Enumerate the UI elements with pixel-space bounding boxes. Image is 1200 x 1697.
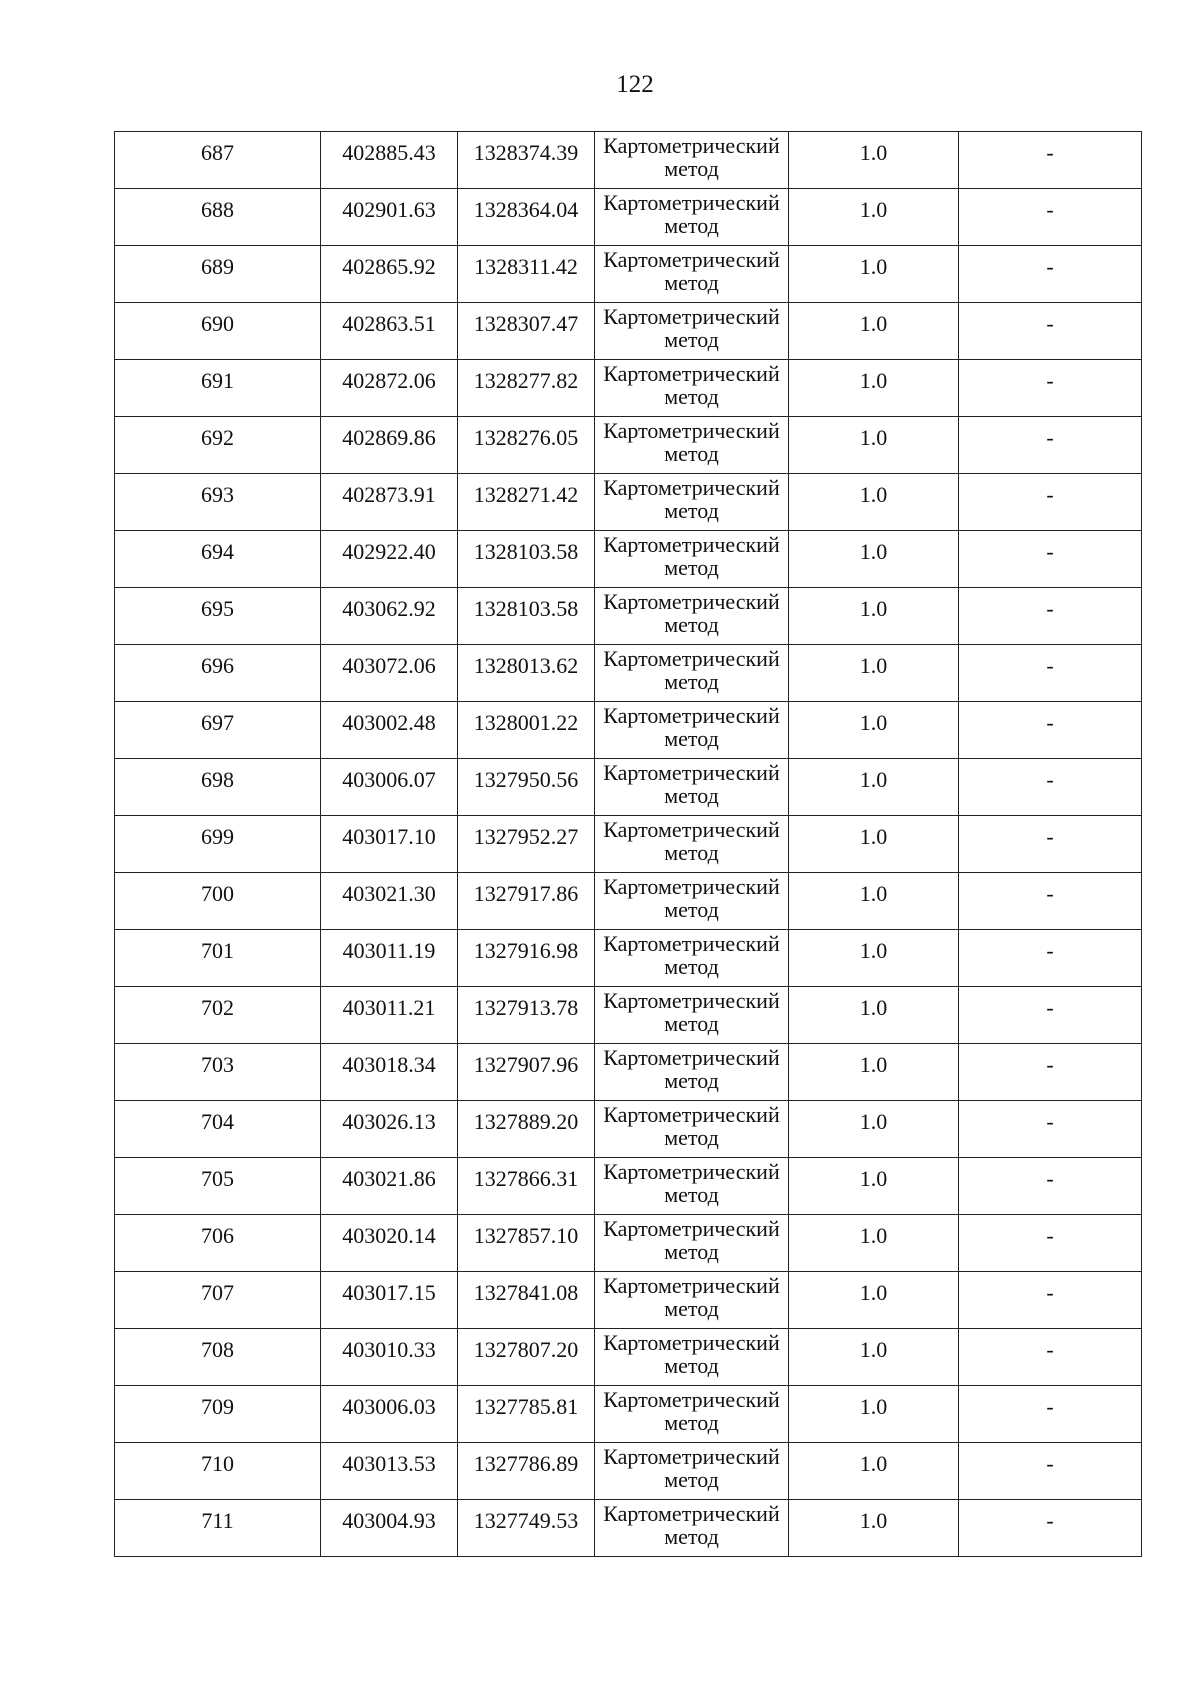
method-cell (595, 417, 789, 474)
method-suffix: метод (664, 1125, 719, 1150)
point-number-cell: 699 (115, 816, 321, 873)
method-cell (595, 1443, 789, 1500)
table-row (115, 1329, 1142, 1386)
method-name: Картометрический (603, 1501, 780, 1526)
table-row (115, 987, 1142, 1044)
table-row (115, 417, 1142, 474)
method-name: Картометрический (603, 1444, 780, 1469)
point-number-cell: 707 (115, 1272, 321, 1329)
point-number-cell: 696 (115, 645, 321, 702)
method-cell (595, 588, 789, 645)
description-cell: - (959, 987, 1142, 1044)
method-cell (595, 1386, 789, 1443)
description-cell: - (959, 531, 1142, 588)
accuracy-cell: 1.0 (789, 873, 959, 930)
method-name: Картометрический (603, 1045, 780, 1070)
y-coordinate-cell: 1328013.62 (458, 645, 595, 702)
x-coordinate-cell: 403017.10 (321, 816, 458, 873)
x-coordinate-cell: 403011.21 (321, 987, 458, 1044)
description-cell: - (959, 1386, 1142, 1443)
y-coordinate-cell: 1327917.86 (458, 873, 595, 930)
x-coordinate-cell: 403002.48 (321, 702, 458, 759)
point-number-cell: 688 (115, 189, 321, 246)
y-coordinate-cell: 1328103.58 (458, 531, 595, 588)
accuracy-cell: 1.0 (789, 417, 959, 474)
method-cell (595, 930, 789, 987)
method-cell (595, 474, 789, 531)
y-coordinate-cell: 1327857.10 (458, 1215, 595, 1272)
table-row (115, 645, 1142, 702)
x-coordinate-cell: 402869.86 (321, 417, 458, 474)
point-number-cell: 695 (115, 588, 321, 645)
x-coordinate-cell: 403026.13 (321, 1101, 458, 1158)
method-suffix: метод (664, 612, 719, 637)
y-coordinate-cell: 1328307.47 (458, 303, 595, 360)
accuracy-cell: 1.0 (789, 474, 959, 531)
method-cell (595, 1272, 789, 1329)
x-coordinate-cell: 403062.92 (321, 588, 458, 645)
y-coordinate-cell: 1327749.53 (458, 1500, 595, 1557)
method-name: Картометрический (603, 874, 780, 899)
description-cell: - (959, 474, 1142, 531)
accuracy-cell: 1.0 (789, 189, 959, 246)
y-coordinate-cell: 1328001.22 (458, 702, 595, 759)
y-coordinate-cell: 1327889.20 (458, 1101, 595, 1158)
description-cell: - (959, 303, 1142, 360)
description-cell: - (959, 645, 1142, 702)
method-name: Картометрический (603, 1216, 780, 1241)
y-coordinate-cell: 1328311.42 (458, 246, 595, 303)
accuracy-cell: 1.0 (789, 246, 959, 303)
table-row (115, 930, 1142, 987)
method-cell (595, 702, 789, 759)
x-coordinate-cell: 403018.34 (321, 1044, 458, 1101)
description-cell: - (959, 759, 1142, 816)
method-name: Картометрический (603, 1330, 780, 1355)
method-name: Картометрический (603, 817, 780, 842)
y-coordinate-cell: 1327786.89 (458, 1443, 595, 1500)
accuracy-cell: 1.0 (789, 1101, 959, 1158)
description-cell: - (959, 873, 1142, 930)
method-cell (595, 360, 789, 417)
method-cell (595, 1044, 789, 1101)
y-coordinate-cell: 1327841.08 (458, 1272, 595, 1329)
point-number-cell: 701 (115, 930, 321, 987)
accuracy-cell: 1.0 (789, 1044, 959, 1101)
method-cell (595, 132, 789, 189)
table-row (115, 189, 1142, 246)
description-cell: - (959, 1044, 1142, 1101)
method-suffix: метод (664, 1182, 719, 1207)
method-suffix: метод (664, 840, 719, 865)
description-cell: - (959, 189, 1142, 246)
accuracy-cell: 1.0 (789, 1443, 959, 1500)
point-number-cell: 692 (115, 417, 321, 474)
method-suffix: метод (664, 726, 719, 751)
description-cell: - (959, 1272, 1142, 1329)
table-row (115, 303, 1142, 360)
method-name: Картометрический (603, 1273, 780, 1298)
accuracy-cell: 1.0 (789, 132, 959, 189)
method-suffix: метод (664, 954, 719, 979)
table-row (115, 474, 1142, 531)
description-cell: - (959, 1158, 1142, 1215)
description-cell: - (959, 1215, 1142, 1272)
x-coordinate-cell: 403011.19 (321, 930, 458, 987)
method-cell (595, 873, 789, 930)
y-coordinate-cell: 1327913.78 (458, 987, 595, 1044)
method-suffix: метод (664, 213, 719, 238)
table-row (115, 1443, 1142, 1500)
page-number: 122 (616, 71, 654, 98)
accuracy-cell: 1.0 (789, 759, 959, 816)
accuracy-cell: 1.0 (789, 645, 959, 702)
description-cell: - (959, 246, 1142, 303)
method-name: Картометрический (603, 532, 780, 557)
method-suffix: метод (664, 1467, 719, 1492)
accuracy-cell: 1.0 (789, 1272, 959, 1329)
method-cell (595, 987, 789, 1044)
point-number-cell: 697 (115, 702, 321, 759)
method-cell (595, 303, 789, 360)
method-suffix: метод (664, 498, 719, 523)
y-coordinate-cell: 1327807.20 (458, 1329, 595, 1386)
y-coordinate-cell: 1327785.81 (458, 1386, 595, 1443)
method-suffix: метод (664, 897, 719, 922)
table-row (115, 132, 1142, 189)
method-cell (595, 759, 789, 816)
method-cell (595, 1329, 789, 1386)
y-coordinate-cell: 1327907.96 (458, 1044, 595, 1101)
method-cell (595, 645, 789, 702)
method-name: Картометрический (603, 418, 780, 443)
y-coordinate-cell: 1327952.27 (458, 816, 595, 873)
x-coordinate-cell: 402865.92 (321, 246, 458, 303)
x-coordinate-cell: 403021.30 (321, 873, 458, 930)
method-cell (595, 1215, 789, 1272)
accuracy-cell: 1.0 (789, 588, 959, 645)
method-suffix: метод (664, 1353, 719, 1378)
method-name: Картометрический (603, 361, 780, 386)
description-cell: - (959, 1101, 1142, 1158)
x-coordinate-cell: 403006.03 (321, 1386, 458, 1443)
x-coordinate-cell: 403017.15 (321, 1272, 458, 1329)
accuracy-cell: 1.0 (789, 1500, 959, 1557)
description-cell: - (959, 588, 1142, 645)
method-name: Картометрический (603, 247, 780, 272)
method-name: Картометрический (603, 475, 780, 500)
x-coordinate-cell: 403006.07 (321, 759, 458, 816)
table-row (115, 873, 1142, 930)
accuracy-cell: 1.0 (789, 1158, 959, 1215)
point-number-cell: 691 (115, 360, 321, 417)
accuracy-cell: 1.0 (789, 702, 959, 759)
method-name: Картометрический (603, 1159, 780, 1184)
description-cell: - (959, 417, 1142, 474)
method-suffix: метод (664, 669, 719, 694)
y-coordinate-cell: 1328271.42 (458, 474, 595, 531)
y-coordinate-cell: 1328103.58 (458, 588, 595, 645)
accuracy-cell: 1.0 (789, 1329, 959, 1386)
point-number-cell: 693 (115, 474, 321, 531)
y-coordinate-cell: 1328276.05 (458, 417, 595, 474)
method-name: Картометрический (603, 646, 780, 671)
method-suffix: метод (664, 1068, 719, 1093)
x-coordinate-cell: 402885.43 (321, 132, 458, 189)
table-row (115, 1158, 1142, 1215)
method-cell (595, 246, 789, 303)
point-number-cell: 706 (115, 1215, 321, 1272)
point-number-cell: 709 (115, 1386, 321, 1443)
description-cell: - (959, 702, 1142, 759)
method-suffix: метод (664, 1239, 719, 1264)
method-cell (595, 189, 789, 246)
point-number-cell: 705 (115, 1158, 321, 1215)
accuracy-cell: 1.0 (789, 987, 959, 1044)
table-row (115, 759, 1142, 816)
description-cell: - (959, 930, 1142, 987)
description-cell: - (959, 1329, 1142, 1386)
description-cell: - (959, 360, 1142, 417)
method-suffix: метод (664, 156, 719, 181)
table-row (115, 246, 1142, 303)
point-number-cell: 700 (115, 873, 321, 930)
table-row (115, 1215, 1142, 1272)
method-cell (595, 1158, 789, 1215)
accuracy-cell: 1.0 (789, 930, 959, 987)
y-coordinate-cell: 1327866.31 (458, 1158, 595, 1215)
x-coordinate-cell: 403010.33 (321, 1329, 458, 1386)
y-coordinate-cell: 1327916.98 (458, 930, 595, 987)
method-suffix: метод (664, 783, 719, 808)
accuracy-cell: 1.0 (789, 303, 959, 360)
method-suffix: метод (664, 1410, 719, 1435)
x-coordinate-cell: 402901.63 (321, 189, 458, 246)
table-row (115, 1044, 1142, 1101)
point-number-cell: 702 (115, 987, 321, 1044)
point-number-cell: 698 (115, 759, 321, 816)
x-coordinate-cell: 403072.06 (321, 645, 458, 702)
y-coordinate-cell: 1327950.56 (458, 759, 595, 816)
y-coordinate-cell: 1328374.39 (458, 132, 595, 189)
accuracy-cell: 1.0 (789, 1386, 959, 1443)
description-cell: - (959, 1500, 1142, 1557)
method-cell (595, 1101, 789, 1158)
table-row (115, 1500, 1142, 1557)
description-cell: - (959, 816, 1142, 873)
table-row (115, 531, 1142, 588)
method-name: Картометрический (603, 931, 780, 956)
x-coordinate-cell: 403013.53 (321, 1443, 458, 1500)
method-suffix: метод (664, 1524, 719, 1549)
y-coordinate-cell: 1328364.04 (458, 189, 595, 246)
description-cell: - (959, 132, 1142, 189)
y-coordinate-cell: 1328277.82 (458, 360, 595, 417)
x-coordinate-cell: 403004.93 (321, 1500, 458, 1557)
accuracy-cell: 1.0 (789, 816, 959, 873)
table-row (115, 816, 1142, 873)
accuracy-cell: 1.0 (789, 360, 959, 417)
description-cell: - (959, 1443, 1142, 1500)
method-name: Картометрический (603, 760, 780, 785)
point-number-cell: 694 (115, 531, 321, 588)
table-row (115, 360, 1142, 417)
method-cell (595, 531, 789, 588)
table-body (115, 132, 1142, 1557)
method-suffix: метод (664, 327, 719, 352)
point-number-cell: 710 (115, 1443, 321, 1500)
table-row (115, 588, 1142, 645)
method-name: Картометрический (603, 703, 780, 728)
method-name: Картометрический (603, 1387, 780, 1412)
method-name: Картометрический (603, 190, 780, 215)
method-name: Картометрический (603, 589, 780, 614)
accuracy-cell: 1.0 (789, 1215, 959, 1272)
method-suffix: метод (664, 441, 719, 466)
method-name: Картометрический (603, 133, 780, 158)
method-suffix: метод (664, 1011, 719, 1036)
point-number-cell: 703 (115, 1044, 321, 1101)
method-cell (595, 1500, 789, 1557)
method-suffix: метод (664, 384, 719, 409)
method-suffix: метод (664, 270, 719, 295)
x-coordinate-cell: 403021.86 (321, 1158, 458, 1215)
point-number-cell: 704 (115, 1101, 321, 1158)
x-coordinate-cell: 402863.51 (321, 303, 458, 360)
x-coordinate-cell: 402872.06 (321, 360, 458, 417)
point-number-cell: 687 (115, 132, 321, 189)
table-row (115, 1386, 1142, 1443)
table-row (115, 1272, 1142, 1329)
method-name: Картометрический (603, 304, 780, 329)
table-row (115, 1101, 1142, 1158)
coordinates-table (114, 131, 1142, 1557)
method-suffix: метод (664, 555, 719, 580)
accuracy-cell: 1.0 (789, 531, 959, 588)
table-row (115, 702, 1142, 759)
point-number-cell: 708 (115, 1329, 321, 1386)
x-coordinate-cell: 402873.91 (321, 474, 458, 531)
x-coordinate-cell: 403020.14 (321, 1215, 458, 1272)
point-number-cell: 711 (115, 1500, 321, 1557)
x-coordinate-cell: 402922.40 (321, 531, 458, 588)
point-number-cell: 689 (115, 246, 321, 303)
method-cell (595, 816, 789, 873)
method-name: Картометрический (603, 1102, 780, 1127)
method-suffix: метод (664, 1296, 719, 1321)
point-number-cell: 690 (115, 303, 321, 360)
method-name: Картометрический (603, 988, 780, 1013)
